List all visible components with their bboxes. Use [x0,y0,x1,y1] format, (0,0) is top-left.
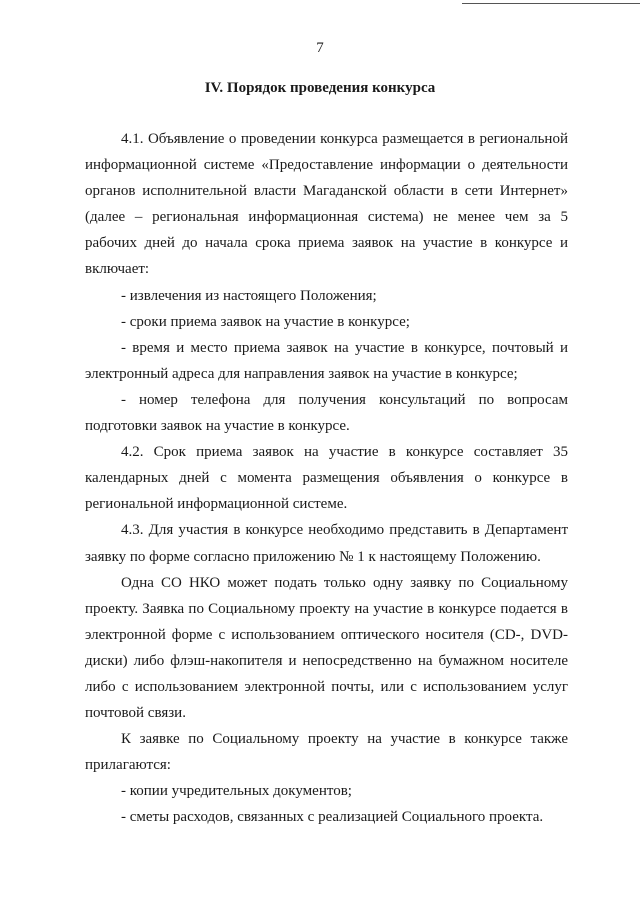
paragraph-4-3: 4.3. Для участия в конкурсе необходимо представить в Департамент заявку по форме согласно приложению № 1 к настоящему Положению. [85,522,568,565]
list-item: - копии учредительных документов; [121,783,352,800]
paragraph-4-2: 4.2. Срок приема заявок на участие в конкурсе составляет 35 календарных дней с момента размещения объявления о конкурсе в региональной информационной системе. [85,444,568,513]
section-heading: IV. Порядок проведения конкурса [204,80,436,96]
paragraph-attachments: К заявке по Социальному проекту на участие в конкурсе также прилагаются: [85,731,568,774]
paragraph-4-1: 4.1. Объявление о проведении конкурса размещается в региональной информационной системе «Предоставление информации о деятельности органов исполнительной власти Магаданской области в сети Интернет» (далее – региональная информационная система) не менее чем за 5 рабочих дней до начала срока приема заявок на участие в конкурсе и включает: [85,131,568,278]
document-body [85,126,568,831]
list-item: - время и место приема заявок на участие в конкурсе, почтовый и электронный адреса для направления заявок на участие в конкурсе; [85,339,568,382]
list-item: - извлечения из настоящего Положения; [121,287,377,304]
list-item: - сметы расходов, связанных с реализацией Социального проекта. [121,809,544,826]
list-item: - сроки приема заявок на участие в конкурсе; [121,313,410,330]
list-item: - номер телефона для получения консультаций по вопросам подготовки заявок на участие в конкурсе. [85,391,568,435]
top-rule [462,3,640,4]
page-number: 7 [316,40,324,56]
paragraph-one-application: Одна СО НКО может подать только одну заявку по Социальному проекту. Заявка по Социальному проекту на участие в конкурсе подается в электронной форме с использованием оптического носителя (CD-, DVD-диски) либо флэш-накопителя и непосредственно на бумажном носителе либо с использованием электронной почты, или с использованием услуг почтовой связи. [85,574,568,722]
